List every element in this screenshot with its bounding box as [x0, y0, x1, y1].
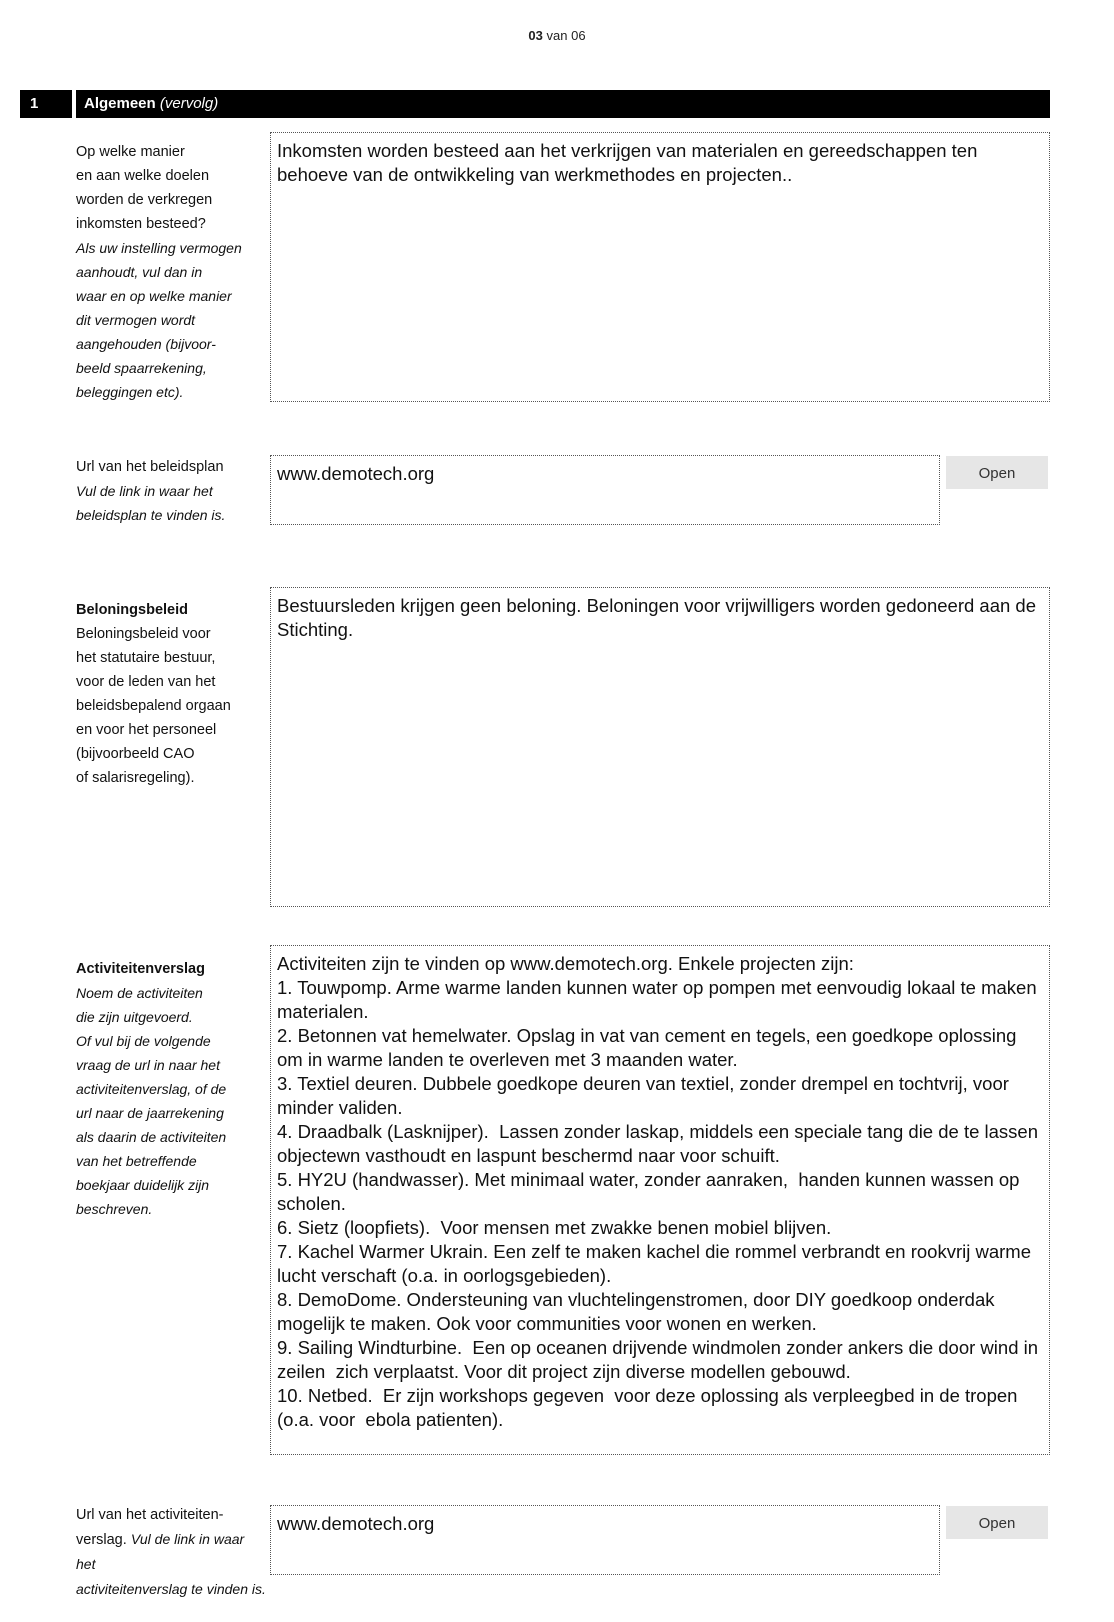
beloningsbeleid-title: Beloningsbeleid [76, 602, 188, 618]
inkomsten-hint-line: beeld spaarrekening, [76, 360, 207, 376]
inkomsten-label-line: inkomsten besteed? [76, 216, 206, 232]
section-header [20, 90, 1050, 118]
activiteitenverslag-url-label-line: verslag. [76, 1532, 127, 1548]
page-separator: van [546, 28, 568, 43]
beleidsplan-url-hint-line: Vul de link in waar het [76, 483, 213, 499]
beloningsbeleid-label-line: (bijvoorbeeld CAO [76, 746, 195, 762]
activiteitenverslag-hint-line: Of vul bij de volgende [76, 1033, 211, 1049]
activiteitenverslag-hint-line: activiteitenverslag, of de [76, 1081, 227, 1097]
activiteitenverslag-hint-line: van het betreffende [76, 1153, 197, 1169]
activiteitenverslag-hint-line: url naar de jaarrekening [76, 1105, 224, 1121]
activiteitenverslag-hint-line: boekjaar duidelijk zijn [76, 1177, 210, 1193]
activiteitenverslag-hint-line: als daarin de activiteiten [76, 1129, 227, 1145]
beleidsplan-url-input[interactable]: www.demotech.org [270, 455, 940, 525]
activiteitenverslag-url-label-line-2 [76, 1527, 266, 1577]
inkomsten-hint-line: Als uw instelling vermogen [76, 240, 242, 256]
activiteitenverslag-title: Activiteitenverslag [76, 961, 205, 977]
activiteitenverslag-hint-line: beschreven. [76, 1201, 153, 1217]
inkomsten-label [76, 140, 266, 404]
inkomsten-textarea[interactable]: Inkomsten worden besteed aan het verkrijgen van materialen en gereedschappen ten behoeve van de ontwikkeling van werkmethodes en projecten.. [270, 132, 1050, 402]
inkomsten-label-line: worden de verkregen [76, 192, 213, 208]
activiteitenverslag-url-input[interactable]: www.demotech.org [270, 1505, 940, 1575]
section-subtitle: (vervolg) [159, 95, 219, 112]
inkomsten-hint-line: aangehouden (bijvoor- [76, 336, 216, 352]
page-total: 06 [571, 28, 586, 43]
beloningsbeleid-label-line: voor de leden van het [76, 674, 216, 690]
beleidsplan-url-label [76, 455, 266, 527]
activiteitenverslag-hint-line: die zijn uitgevoerd. [76, 1009, 193, 1025]
activiteitenverslag-url-label-line: Url van het activiteiten- [76, 1507, 224, 1523]
beloningsbeleid-label-line: en voor het personeel [76, 722, 217, 738]
activiteitenverslag-url-hint-inline: Vul de link in waar het [76, 1531, 245, 1572]
beloningsbeleid-label-line: het statutaire bestuur, [76, 650, 216, 666]
activiteitenverslag-url-label [76, 1503, 266, 1601]
inkomsten-hint-line: beleggingen etc). [76, 384, 184, 400]
beloningsbeleid-label-line: beleidsbepalend orgaan [76, 698, 231, 714]
activiteitenverslag-hint-line: Noem de activiteiten [76, 985, 203, 1001]
activiteitenverslag-textarea[interactable]: Activiteiten zijn te vinden op www.demotech.org. Enkele projecten zijn: 1. Touwpomp. Arme warme landen kunnen water op pompen met eenvoudig lokaal te maken materialen. 2. Betonnen vat hemelwater. Opslag in vat van cement en tegels, een goedkope oplossing om in warme landen te overleven met 3 maanden water. 3. Textiel deuren. Dubbele goedkope deuren van textiel, zonder drempel en tochtvrij, voor minder validen. 4. Draadbalk (Lasknijper). Lassen zonder laskap, middels een speciale tang die de te lassen objectewn vasthoudt en laspunt beschermd naar voor schuift. 5. HY2U (handwasser). Met minimaal water, zonder aanraken, handen kunnen wassen op scholen. 6. Sietz (loopfiets). Voor mensen met zwakke benen mobiel blijven. 7. Kachel Warmer Ukrain. Een zelf te maken kachel die rommel verbrandt en rookvrij warme lucht verschaft (o.a. in oorlogsgebieden). 8. DemoDome. Ondersteuning van vluchtelingenstromen, door DIY goedkoop onderdak mogelijk te maken. Ook voor communities voor wonen en werken. 9. Sailing Windturbine. Een op oceanen drijvende windmolen zonder ankers die door wind in zeilen zich verplaatst. Voor dit project zijn diverse modellen gebouwd. 10. Netbed. Er zijn workshops gegeven voor deze oplossing als verpleegbed in de tropen (o.a. voor ebola patienten). [270, 945, 1050, 1455]
inkomsten-hint-line: dit vermogen wordt [76, 312, 196, 328]
page-current: 03 [528, 28, 543, 43]
inkomsten-label-line: en aan welke doelen [76, 168, 210, 184]
beloningsbeleid-textarea[interactable]: Bestuursleden krijgen geen beloning. Beloningen voor vrijwilligers worden gedoneerd aan de Stichting. [270, 587, 1050, 907]
section-title [76, 90, 1050, 118]
beleidsplan-open-button[interactable]: Open [946, 456, 1048, 489]
inkomsten-hint-line: waar en op welke manier [76, 288, 232, 304]
beleidsplan-url-hint-line: beleidsplan te vinden is. [76, 507, 226, 523]
inkomsten-hint-line: aanhoudt, vul dan in [76, 264, 203, 280]
activiteitenverslag-open-button[interactable]: Open [946, 1506, 1048, 1539]
beloningsbeleid-label [76, 598, 266, 790]
inkomsten-label-line: Op welke manier [76, 144, 185, 160]
activiteitenverslag-hint-line: vraag de url in naar het [76, 1057, 220, 1073]
page-number [0, 28, 1114, 43]
activiteitenverslag-url-hint-line: activiteitenverslag te vinden is. [76, 1581, 266, 1597]
activiteitenverslag-label [76, 957, 266, 1221]
beloningsbeleid-label-line: Beloningsbeleid voor [76, 626, 211, 642]
beloningsbeleid-label-line: of salarisregeling). [76, 770, 195, 786]
beleidsplan-url-label-text: Url van het beleidsplan [76, 459, 224, 475]
section-title-text: Algemeen [84, 95, 156, 112]
section-number: 1 [20, 90, 72, 118]
